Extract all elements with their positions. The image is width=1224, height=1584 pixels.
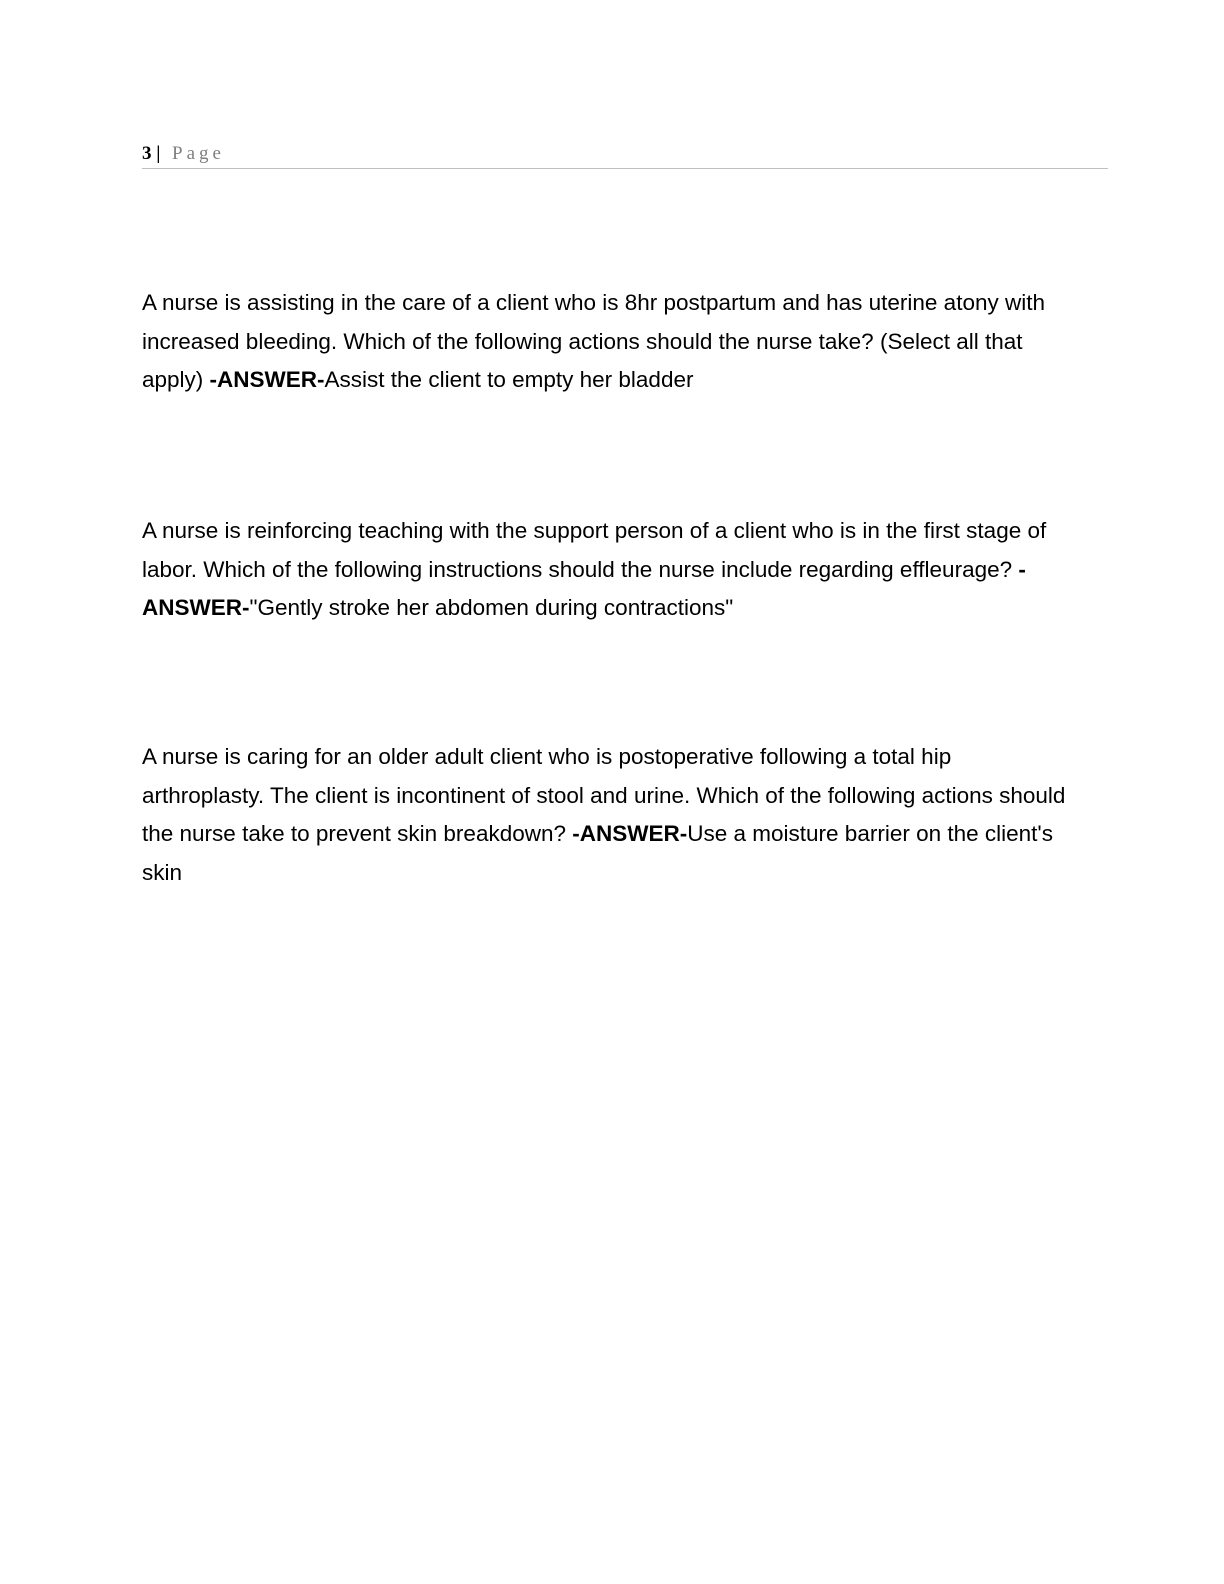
question-block-3 — [142, 738, 1072, 892]
answer-text: Use a moisture barrier on the client's skin — [142, 821, 1053, 885]
answer-marker: -ANSWER- — [572, 821, 688, 846]
page-number: 3 | — [142, 143, 161, 164]
question-text: A nurse is assisting in the care of a client who is 8hr postpartum and has uterine atony with increased bleeding. Which of the following actions should the nurse take? (Select all that apply) — [142, 290, 1045, 392]
question-text: A nurse is reinforcing teaching with the support person of a client who is in the first stage of labor. Which of the following instructions should the nurse include regarding effleurage? — [142, 518, 1047, 582]
question-text: A nurse is caring for an older adult client who is postoperative following a total hip arthroplasty. The client is incontinent of stool and urine. Which of the following actions should the nurse take to prevent skin breakdown? — [142, 744, 1066, 846]
answer-text: "Gently stroke her abdomen during contractions" — [249, 595, 734, 620]
answer-text: Assist the client to empty her bladder — [324, 367, 694, 392]
answer-marker: -ANSWER- — [209, 367, 325, 392]
question-block-2 — [142, 512, 1072, 628]
page-header — [142, 140, 1108, 169]
page-label: Page — [172, 143, 225, 164]
question-block-1 — [142, 284, 1072, 400]
answer-marker: -ANSWER- — [142, 556, 1026, 620]
